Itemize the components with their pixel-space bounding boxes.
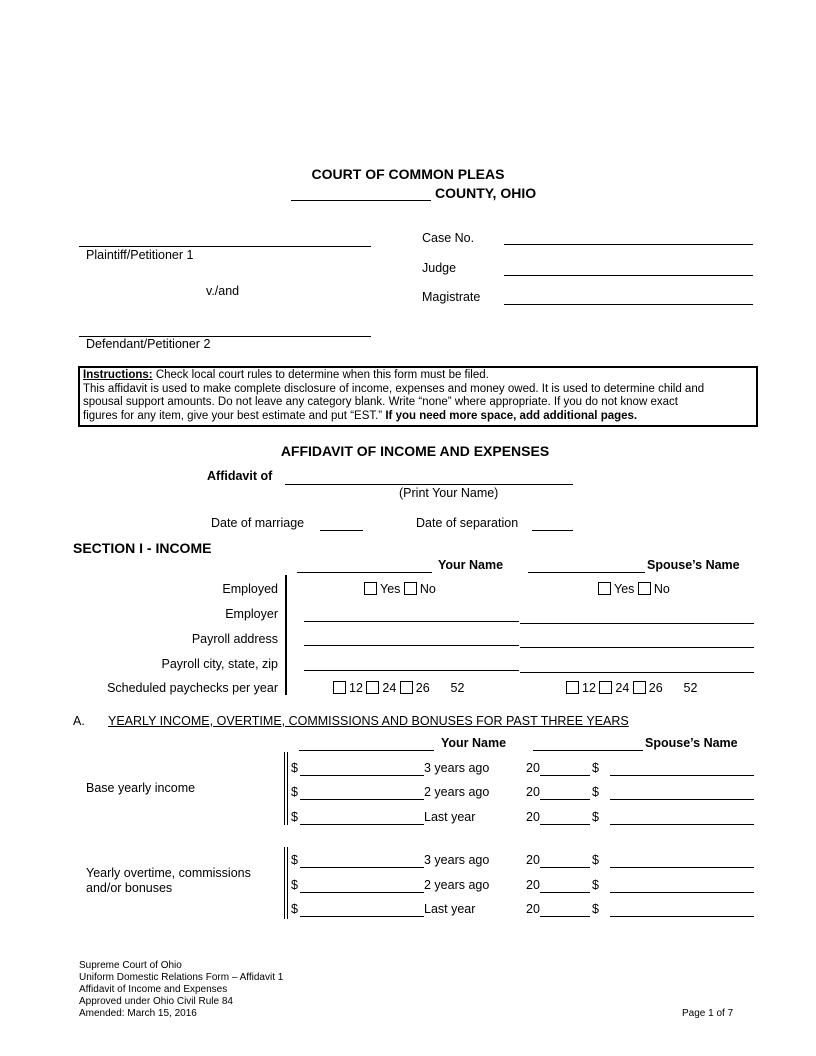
column-divider	[285, 575, 287, 695]
spouse-employed-options	[598, 582, 670, 596]
your-employer-field[interactable]	[304, 621, 519, 622]
date-of-marriage-label: Date of marriage	[211, 516, 305, 530]
yes-checkbox[interactable]	[364, 582, 377, 595]
spouse-name-field[interactable]	[528, 572, 645, 573]
year-field[interactable]	[540, 799, 590, 800]
spouse-name-field[interactable]	[533, 750, 643, 751]
dollar-sign: $	[592, 853, 599, 867]
case-no-label: Case No.	[422, 231, 475, 245]
your-name-field[interactable]	[297, 572, 432, 573]
spouse-employer-field[interactable]	[520, 623, 754, 624]
your-amount-field[interactable]	[300, 892, 424, 893]
employed-label: Employed	[222, 582, 278, 596]
year-prefix: 20	[526, 810, 540, 824]
dollar-sign: $	[291, 853, 298, 867]
judge-field[interactable]	[504, 275, 753, 276]
your-payroll-city-field[interactable]	[304, 670, 519, 671]
period-label: 3 years ago	[424, 761, 490, 775]
year-field[interactable]	[540, 916, 590, 917]
year-prefix: 20	[526, 785, 540, 799]
option-label: 12	[349, 681, 363, 695]
your-payroll-address-field[interactable]	[304, 645, 519, 646]
yes-checkbox[interactable]	[598, 582, 611, 595]
dollar-sign: $	[592, 785, 599, 799]
checkbox-26[interactable]	[633, 681, 646, 694]
affidavit-of-label: Affidavit of	[207, 469, 273, 483]
your-amount-field[interactable]	[300, 824, 424, 825]
year-prefix: 20	[526, 878, 540, 892]
dollar-sign: $	[291, 785, 298, 799]
period-label: 3 years ago	[424, 853, 490, 867]
instructions-line: spousal support amounts. Do not leave any category blank. Write “none” where appropriate. If you do not know exact	[83, 396, 678, 408]
your-amount-field[interactable]	[300, 916, 424, 917]
spouse-payroll-address-field[interactable]	[520, 647, 754, 648]
checkbox-24[interactable]	[366, 681, 379, 694]
footer-line: Approved under Ohio Civil Rule 84	[79, 996, 233, 1007]
column-divider	[287, 847, 288, 919]
no-label: No	[653, 582, 670, 596]
county-label: COUNTY, OHIO	[435, 185, 537, 201]
form-title: AFFIDAVIT OF INCOME AND EXPENSES	[280, 443, 550, 459]
period-label: 2 years ago	[424, 785, 490, 799]
payroll-city-label: Payroll city, state, zip	[161, 657, 278, 671]
dollar-sign: $	[592, 878, 599, 892]
year-field[interactable]	[540, 867, 590, 868]
period-label: 2 years ago	[424, 878, 490, 892]
option-label: 12	[582, 681, 596, 695]
court-title: COURT OF COMMON PLEAS	[311, 166, 505, 182]
footer-line: Uniform Domestic Relations Form – Affidavit 1	[79, 972, 284, 983]
defendant-label: Defendant/Petitioner 2	[86, 337, 211, 351]
dollar-sign: $	[291, 810, 298, 824]
spouse-amount-field[interactable]	[610, 916, 754, 917]
your-amount-field[interactable]	[300, 799, 424, 800]
instructions-line-bold: If you need more space, add additional pages.	[385, 409, 638, 422]
your-amount-field[interactable]	[300, 775, 424, 776]
section-a-letter: A.	[73, 714, 85, 728]
period-label: Last year	[424, 902, 476, 916]
your-name-header: Your Name	[438, 558, 504, 572]
dollar-sign: $	[291, 761, 298, 775]
year-prefix: 20	[526, 761, 540, 775]
section-1-title: SECTION I - INCOME	[73, 540, 212, 556]
magistrate-label: Magistrate	[422, 290, 481, 304]
magistrate-field[interactable]	[504, 304, 753, 305]
yes-label: Yes	[614, 582, 635, 596]
judge-label: Judge	[422, 261, 457, 275]
dollar-sign: $	[592, 810, 599, 824]
yes-label: Yes	[380, 582, 401, 596]
page-number: Page 1 of 7	[682, 1008, 734, 1019]
footer-line: Affidavit of Income and Expenses	[79, 984, 228, 995]
spouse-amount-field[interactable]	[610, 775, 754, 776]
column-divider	[287, 752, 288, 825]
vs-label: v./and	[206, 284, 240, 298]
spouse-amount-field[interactable]	[610, 824, 754, 825]
employer-label: Employer	[225, 607, 278, 621]
plaintiff-field[interactable]	[79, 246, 371, 247]
section-a-title: YEARLY INCOME, OVERTIME, COMMISSIONS AND BONUSES FOR PAST THREE YEARS	[108, 714, 629, 728]
year-field[interactable]	[540, 824, 590, 825]
checkbox-12[interactable]	[566, 681, 579, 694]
spouse-amount-field[interactable]	[610, 867, 754, 868]
spouse-paychecks-options	[566, 681, 697, 695]
no-checkbox[interactable]	[404, 582, 417, 595]
footer-line: Amended: March 15, 2016	[79, 1008, 197, 1019]
option-label: 24	[382, 681, 397, 695]
option-label: 52	[683, 681, 698, 695]
spouse-amount-field[interactable]	[610, 892, 754, 893]
year-field[interactable]	[540, 892, 590, 893]
case-no-field[interactable]	[504, 244, 753, 245]
your-name-header: Your Name	[441, 736, 507, 750]
spouse-payroll-city-field[interactable]	[520, 672, 754, 673]
option-label: 26	[415, 681, 430, 695]
instructions-box	[78, 366, 758, 427]
no-checkbox[interactable]	[638, 582, 651, 595]
footer-info	[79, 960, 283, 1020]
base-yearly-income-label: Base yearly income	[86, 781, 196, 795]
year-prefix: 20	[526, 853, 540, 867]
instructions-line: This affidavit is used to make complete disclosure of income, expenses and money owed. It is used to determine child and	[83, 382, 705, 395]
overtime-label-line2: and/or bonuses	[86, 881, 173, 895]
your-amount-field[interactable]	[300, 867, 424, 868]
your-name-field[interactable]	[299, 750, 434, 751]
date-of-marriage-field[interactable]	[320, 530, 363, 531]
dollar-sign: $	[592, 902, 599, 916]
column-divider	[284, 752, 285, 825]
print-name-caption: (Print Your Name)	[399, 486, 499, 500]
spouse-name-header: Spouse’s Name	[647, 558, 740, 572]
period-label: Last year	[424, 810, 476, 824]
footer-line: Supreme Court of Ohio	[79, 960, 182, 971]
dollar-sign: $	[291, 878, 298, 892]
date-of-separation-field[interactable]	[532, 530, 573, 531]
county-field[interactable]	[291, 200, 431, 201]
checkbox-26[interactable]	[400, 681, 413, 694]
column-divider	[284, 847, 285, 919]
your-paychecks-options	[333, 681, 464, 695]
spouse-name-header: Spouse’s Name	[645, 736, 738, 750]
date-of-separation-label: Date of separation	[416, 516, 519, 530]
option-label: 52	[450, 681, 465, 695]
no-label: No	[419, 582, 436, 596]
overtime-label-line1: Yearly overtime, commissions	[86, 866, 251, 880]
checkbox-12[interactable]	[333, 681, 346, 694]
payroll-address-label: Payroll address	[191, 632, 278, 646]
paychecks-label: Scheduled paychecks per year	[107, 681, 278, 695]
instructions-line: Check local court rules to determine when this form must be filed.	[152, 369, 489, 381]
option-label: 24	[615, 681, 630, 695]
dollar-sign: $	[291, 902, 298, 916]
affiant-name-field[interactable]	[285, 484, 573, 485]
plaintiff-label: Plaintiff/Petitioner 1	[86, 248, 194, 262]
instructions-line: figures for any item, give your best estimate and put “EST.”	[83, 409, 386, 422]
option-label: 26	[648, 681, 663, 695]
instructions-label: Instructions:	[83, 369, 153, 381]
dollar-sign: $	[592, 761, 599, 775]
year-prefix: 20	[526, 902, 540, 916]
your-employed-options	[364, 582, 436, 596]
spouse-amount-field[interactable]	[610, 799, 754, 800]
year-field[interactable]	[540, 775, 590, 776]
checkbox-24[interactable]	[599, 681, 612, 694]
